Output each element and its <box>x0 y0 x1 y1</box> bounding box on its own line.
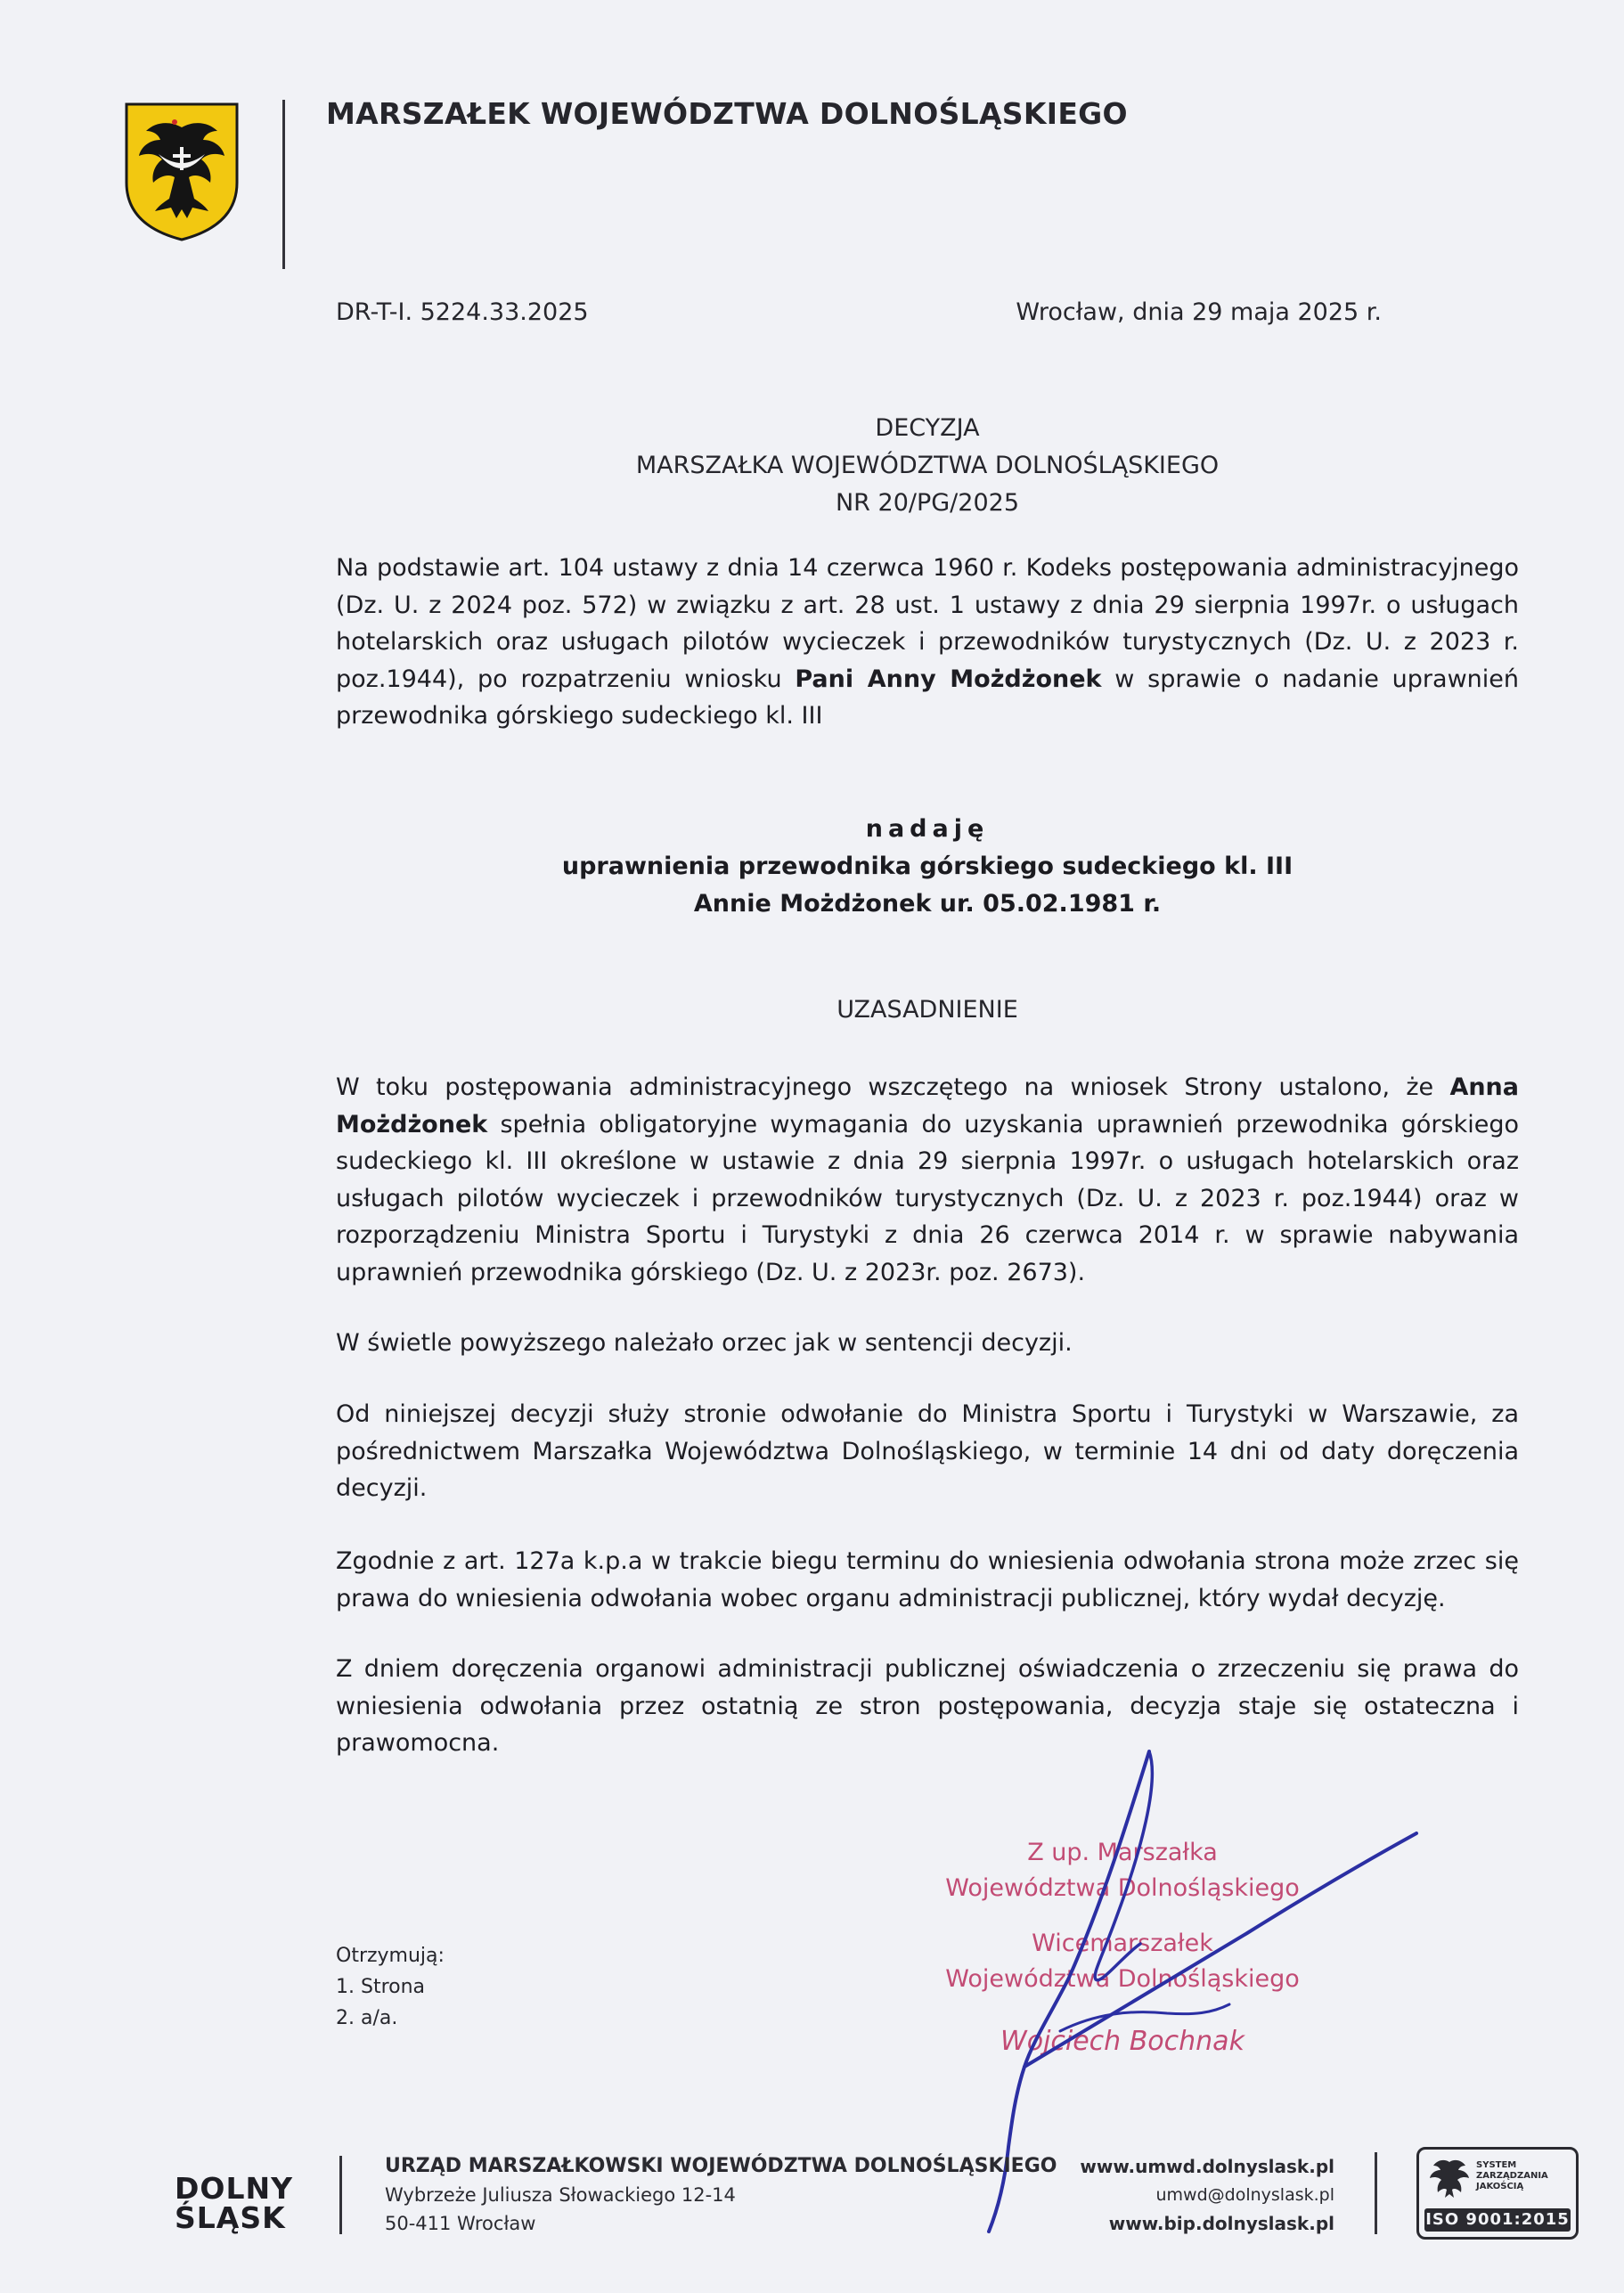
website-link[interactable]: www.umwd.dolnyslask.pl <box>1080 2156 1334 2177</box>
justification-paragraph-4: Zgodnie z art. 127a k.p.a w trakcie biegu terminu do wniesienia odwołania strona może zrzec się prawa do wniesienia odwołania wobec organu administracji publicznej, który wydał decyzję. <box>336 1547 1519 1612</box>
recipient-item: 1. Strona <box>336 1976 426 1998</box>
office-address <box>385 2152 1057 2238</box>
authorization-stamp <box>918 1835 1327 2060</box>
p1-after: spełnia obligatoryjne wymagania do uzyskania uprawnień przewodnika górskiego sudeckiego kl. III określone w ustawie z dnia 29 sierpnia 1997r. o usługach hotelarskich oraz usługach pilotów wycieczek i przewodników turystycznych (Dz. U. z 2023 r. poz.1944) oraz w rozporządzeniu Ministra Sportu i Turystyki z dnia 26 czerwca 2014 r. w sprawie nabywania uprawnień przewodnika górskiego (Dz. U. z 2023r. poz. 2673). <box>336 1110 1519 1286</box>
footer-divider-right <box>1375 2152 1377 2234</box>
logo-line-2: ŚLĄSK <box>175 2200 286 2235</box>
stamp-line-3: Wicemarszałek <box>1032 1930 1213 1957</box>
decision-statement <box>336 811 1519 923</box>
legal-basis-paragraph <box>336 550 1519 735</box>
justification-heading: UZASADNIENIE <box>836 996 1018 1024</box>
recipients-label: Otrzymują: <box>336 1945 445 1967</box>
office-street: Wybrzeże Juliusza Słowackiego 12-14 <box>385 2184 736 2206</box>
footer-divider-left <box>339 2156 342 2234</box>
office-city: 50-411 Wrocław <box>385 2213 536 2234</box>
iso-certificate-badge <box>1416 2147 1579 2240</box>
coat-of-arms-icon <box>123 101 241 243</box>
header-divider <box>282 100 285 269</box>
intro-text-after: w sprawie o nadanie uprawnień przewodnika górskiego sudeckiego kl. III <box>336 665 1519 730</box>
title-line-1: DECYZJA <box>875 414 980 442</box>
p1-before: W toku postępowania administracyjnego wszczętego na wniosek Strony ustalono, że <box>336 1073 1450 1101</box>
office-name: URZĄD MARSZAŁKOWSKI WOJEWÓDZTWA DOLNOŚLĄSKIEGO <box>385 2155 1057 2177</box>
iso-cert-number: ISO 9001:2015 <box>1424 2208 1571 2232</box>
justification-paragraph-5: Z dniem doręczenia organowi administracji publicznej oświadczenia o zrzeczeniu się prawa do wniesienia odwołania przez ostatnią ze stron postępowania, decyzja staje się ostateczna i prawomocna. <box>336 1655 1519 1757</box>
logo-line-1: DOLNY <box>175 2171 293 2206</box>
signatory-name: Wojciech Bochnak <box>1000 2026 1245 2057</box>
org-title: MARSZAŁEK WOJEWÓDZTWA DOLNOŚLĄSKIEGO <box>326 96 1128 131</box>
justification-paragraph-2: W świetle powyższego należało orzec jak w sentencji decyzji. <box>336 1329 1073 1357</box>
decision-verb: nadaję <box>865 815 990 843</box>
intro-text-before: Na podstawie art. 104 ustawy z dnia 14 czerwca 1960 r. Kodeks postępowania administracyjnego (Dz. U. z 2024 poz. 572) w związku z art. 28 ust. 1 ustawy z dnia 29 sierpnia 1997r. o usługach hotelarskich oraz usługach pilotów wycieczek i przewodników turystycznych (Dz. U. z 2023 r. poz.1944), po rozpatrzeniu wniosku <box>336 554 1519 693</box>
justification-paragraph-3: Od niniejszej decyzji służy stronie odwołanie do Ministra Sportu i Turystyki w Warszawie, za pośrednictwem Marszałka Województwa Dolnośląskiego, w terminie 14 dni od daty doręczenia decyzji. <box>336 1400 1519 1502</box>
stamp-line-2: Województwa Dolnośląskiego <box>945 1874 1300 1902</box>
recipient-item: 2. a/a. <box>336 2007 398 2029</box>
contact-links <box>1080 2152 1334 2238</box>
iso-label: SYSTEM ZARZĄDZANIA JAKOŚCIĄ <box>1476 2160 1548 2191</box>
bip-link[interactable]: www.bip.dolnyslask.pl <box>1108 2213 1334 2234</box>
decision-title <box>336 410 1519 522</box>
justification-paragraph-1 <box>336 1069 1519 1291</box>
title-line-2: MARSZAŁKA WOJEWÓDZTWA DOLNOŚLĄSKIEGO <box>635 452 1220 479</box>
stamp-line-4: Województwa Dolnośląskiego <box>945 1965 1300 1993</box>
dolny-slask-logo <box>175 2171 293 2235</box>
p1-name: Anna Możdżonek <box>336 1073 1519 1138</box>
document-date: Wrocław, dnia 29 maja 2025 r. <box>1016 298 1382 326</box>
recipients-block <box>336 1940 445 2034</box>
decision-line-1: uprawnienia przewodnika górskiego sudeckiego kl. III <box>561 853 1293 880</box>
applicant-name: Pani Anny Możdżonek <box>795 665 1102 693</box>
reference-number: DR-T-I. 5224.33.2025 <box>336 298 589 326</box>
title-line-3: NR 20/PG/2025 <box>835 489 1019 517</box>
decision-line-2: Annie Możdżonek ur. 05.02.1981 r. <box>693 890 1162 918</box>
eagle-icon <box>1428 2157 1471 2203</box>
stamp-line-1: Z up. Marszałka <box>1027 1839 1218 1866</box>
email-link[interactable]: umwd@dolnyslask.pl <box>1155 2185 1334 2205</box>
